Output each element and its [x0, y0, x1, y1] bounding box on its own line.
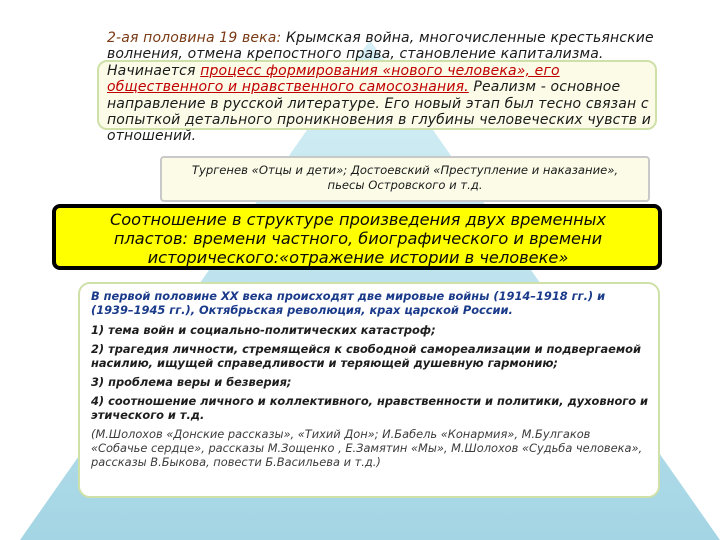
context-part-1: Крымская война, многочисленные крестьянские волнения, отмена крепостного права, становление капитализма. Начинается: [107, 30, 654, 79]
key-statement: Соотношение в структуре произведения двух временных пластов: времени частного, биографического и времени исторического:«отражение истории в человеке»: [109, 210, 607, 267]
theme-item-3: 3) проблема веры и безверия;: [91, 375, 292, 389]
context-text-19th-century: [107, 30, 667, 145]
context-part-2: Реализм - основное направление в русской литературе. Его новый этап был тесно связан с попыткой детального проникновения в глубины человеческих чувств и отношений.: [107, 79, 652, 145]
works-note: Тургенев «Отцы и дети»; Достоевский «Преступление и наказание», пьесы Островского и т.д.: [191, 163, 619, 192]
themes-intro: В первой половине XX века происходят две мировые войны (1914–1918 гг.) и (1939–1945 гг.), Октябрьская революция, крах царской России.: [91, 289, 606, 317]
highlighted-phrase: процесс формирования «нового человека», его общественного и нравственного самосознания.: [107, 62, 560, 96]
themes-content: [91, 289, 649, 474]
theme-item-4: 4) соотношение личного и коллективного, нравственности и политики, духовного и этического и т.д.: [91, 394, 648, 422]
theme-item-2: 2) трагедия личности, стремящейся к свободной самореализации и подвергаемой насилию, ищущей справедливости и теряющей душевную гармонию;: [91, 342, 641, 370]
period-heading: 2-ая половина 19 века:: [107, 30, 282, 46]
theme-item-1: 1) тема войн и социально-политических катастроф;: [91, 323, 436, 337]
authors-list: (М.Шолохов «Донские рассказы», «Тихий Дон»; И.Бабель «Конармия», М.Булгаков «Собачье сердце», рассказы М.Зощенко , Е.Замятин «Мы», М.Шолохов «Судьба человека», рассказы В.Быкова, повести Б.Васильева и т.д.): [91, 427, 643, 469]
